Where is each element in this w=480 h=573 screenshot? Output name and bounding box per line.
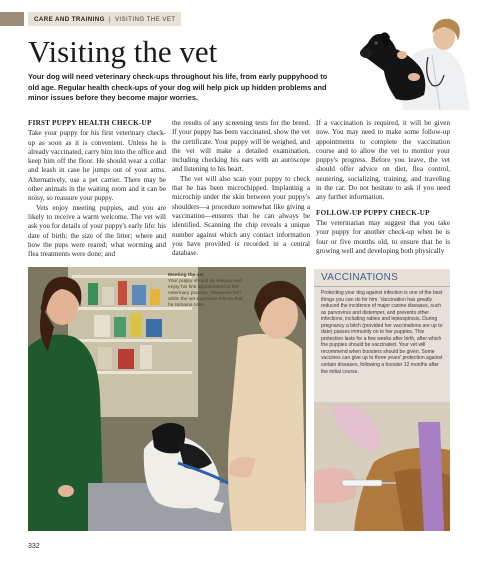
sidebar-divider <box>314 286 450 287</box>
text-column-2 <box>172 119 310 258</box>
text-column-1 <box>28 119 166 259</box>
sidebar-title: VACCINATIONS <box>321 272 399 283</box>
header-accent-bar <box>0 12 24 26</box>
header-separator: | <box>108 15 111 23</box>
intro-paragraph: Your dog will need veterinary check-ups throughout his life, from early puppyhood to old age. Regular health check-ups of your dog will help pick up hidden problems and minor issues before they become major worries. <box>28 72 328 103</box>
photo-caption <box>168 273 246 309</box>
page-number: 332 <box>28 543 40 550</box>
column-3-paragraph-2: The veterinarian may suggest that you take your puppy for another check-up when he is four or five months old, to ensure that he is growing well and developing both physically <box>316 218 450 255</box>
vet-with-dog-photo <box>340 15 480 110</box>
column-1-paragraph-2: Vets enjoy meeting puppies, and you are likely to receive a warm welcome. The vet will ask you for details of your puppy's early life: his date of birth; the size of the litter; where and how the pups were reared; what worming and flea treatments were done; and <box>28 203 166 259</box>
text-column-3 <box>316 119 450 256</box>
column-2-paragraph-2: The vet will also scan your puppy to check that he has been microchipped. Implanting a microchip under the skin between your puppy's shoulders—a procedure somewhat like giving a vaccination—ensures that he can always be identified. Scanning the chip reveals a unique number against which any contact information you have provided is recorded in a central database. <box>172 174 310 258</box>
subsection-label: VISITING THE VET <box>114 15 176 23</box>
caption-text: Your puppy should be relaxed and enjoy his first appointment at the veterinary practice. Reassure him while the vet examines him so that he remains calm. <box>168 279 243 308</box>
vet-examination-photo <box>28 267 306 531</box>
vaccination-photo <box>314 402 450 531</box>
column-1-paragraph-1: Take your puppy for his first veterinary check-up as soon as it is convenient. Unless he is already vaccinated, carry him into the office and keep him off the floor. He should wear a collar and leash in case he jumps out of your arms. Alternatively, use a pet carrier. There may be other animals in the waiting room and it can be noisy, so reassure your puppy. <box>28 129 166 203</box>
follow-up-checkup-heading: FOLLOW-UP PUPPY CHECK-UP <box>316 208 430 217</box>
caption-heading: Meeting the vet <box>168 273 204 278</box>
column-2-paragraph-1: the results of any screening tests for the breed. If your puppy has been vaccinated, show the vet the certificate. Your puppy will be weighed, and the vet will make a detailed examination, including checking his ears with an auroscope and listening to his heart. <box>172 119 310 174</box>
page-title: Visiting the vet <box>28 34 218 69</box>
column-3-paragraph-1: If a vaccination is required, it will be given now. You may need to make some follow-up appointments to complete the vaccination course and to allow the vet to monitor your puppy's progress. Before you leave, the vet should offer advice on diet, flea control, neutering, socializing, training, and traveling in the car. Do not hesitate to ask if you need any further information. <box>316 119 450 202</box>
sidebar-text: Protecting your dog against infection is one of the best things you can do for him. Vaccination has greatly reduced the incidence of major canine diseases, such as parvovirus and distemper, and prevents other infections, including rabies and leptospirosis. During pregnancy a bitch (provided her vaccinations are up to date) passes immunity on to her puppies. This protection lasts for a few weeks after birth, after which the puppies should be vaccinated. Your vet will recommend when boosters should be given. Some vaccines can give up to three years' protection against certain diseases, following a booster 12 months after the initial course. <box>321 290 443 375</box>
first-checkup-heading: FIRST PUPPY HEALTH CHECK-UP <box>28 119 152 127</box>
section-label: CARE AND TRAINING <box>34 15 105 23</box>
running-header <box>28 12 181 26</box>
